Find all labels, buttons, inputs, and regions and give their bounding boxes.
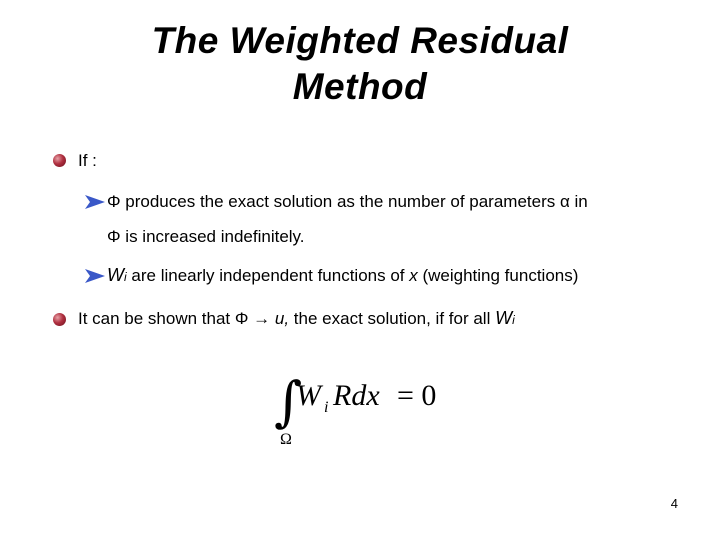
- weight-subscript: i: [124, 270, 127, 284]
- variable-x: x: [409, 266, 418, 285]
- arrow-bullet-icon: [85, 195, 105, 209]
- residual-term: Rdx: [333, 379, 380, 412]
- equals-zero: = 0: [397, 379, 437, 412]
- bullet-dot-icon: [53, 313, 66, 326]
- weight-symbol: W: [495, 308, 513, 328]
- sub-bullet-1-line-2: Φ is increased indefinitely.: [107, 227, 305, 246]
- title-line-2: Method: [292, 66, 428, 107]
- bullet-dot-icon: [53, 154, 66, 167]
- bullet-1-text: If :: [78, 151, 97, 170]
- weight-subscript: i: [324, 399, 329, 416]
- page-number: 4: [670, 496, 678, 511]
- weight-symbol: W: [296, 379, 321, 412]
- bullet-2-mid: the exact solution, if for all: [289, 309, 496, 328]
- weight-subscript: i: [512, 313, 515, 327]
- weight-symbol: W: [107, 265, 124, 285]
- bullet-2-text: [78, 308, 515, 330]
- bullet-2-start: It can be shown that Φ →: [78, 309, 275, 328]
- integral-sign: ∫: [274, 370, 303, 433]
- arrow-bullet-icon: [85, 269, 105, 283]
- weighted-residual-equation: [270, 362, 450, 452]
- sub-bullet-2-text: [107, 265, 578, 287]
- sub-bullet-1-line-1: Φ produces the exact solution as the number of parameters α in: [107, 192, 588, 211]
- sub-bullet-2-mid: are linearly independent functions of: [126, 266, 410, 285]
- integral-domain: Ω: [280, 431, 292, 448]
- variable-u: u,: [274, 309, 290, 328]
- slide-title: [60, 18, 660, 110]
- title-line-1: The Weighted Residual: [151, 20, 569, 61]
- sub-bullet-2-end: (weighting functions): [417, 266, 579, 285]
